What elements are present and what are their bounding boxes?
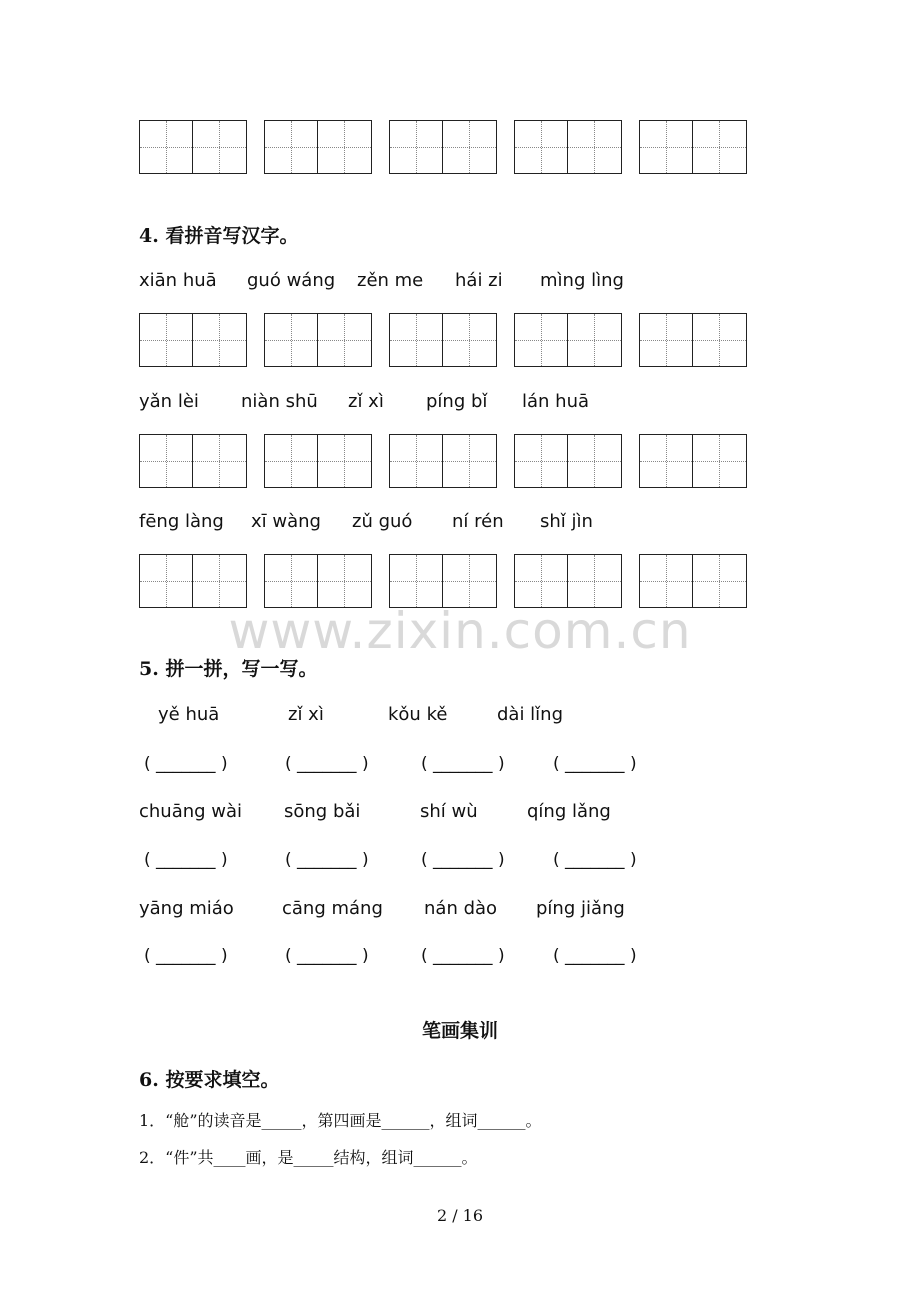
- answer-blank[interactable]: ( _______ ): [421, 850, 505, 870]
- pinyin-label: dài lǐng: [497, 704, 564, 725]
- question-4-title: 4. 看拼音写汉字。: [139, 225, 299, 247]
- pinyin-label: píng bǐ: [426, 391, 488, 412]
- pinyin-label: xī wàng: [251, 511, 321, 532]
- pinyin-label: yě huā: [158, 704, 220, 725]
- answer-blank[interactable]: ( _______ ): [553, 754, 637, 774]
- pinyin-label: kǒu kě: [388, 704, 448, 725]
- writing-box[interactable]: [514, 120, 622, 174]
- pinyin-label: niàn shū: [241, 391, 318, 412]
- pinyin-label: zǐ xì: [288, 704, 324, 725]
- answer-blank[interactable]: ( _______ ): [144, 850, 228, 870]
- pinyin-label: guó wáng: [247, 270, 336, 291]
- writing-box[interactable]: [514, 554, 622, 608]
- answer-blank[interactable]: ( _______ ): [285, 850, 369, 870]
- pinyin-label: qíng lǎng: [527, 801, 611, 822]
- pinyin-label: zǐ xì: [348, 391, 384, 412]
- pinyin-label: yāng miáo: [139, 898, 234, 919]
- pinyin-label: fēng làng: [139, 511, 224, 532]
- pinyin-label: lán huā: [522, 391, 590, 412]
- pinyin-label: cāng máng: [282, 898, 383, 919]
- answer-blank[interactable]: ( _______ ): [553, 850, 637, 870]
- writing-grid-row-0: [139, 120, 747, 174]
- writing-box[interactable]: [639, 554, 747, 608]
- writing-box[interactable]: [264, 120, 372, 174]
- question-6-item-1: 1．“舱”的读音是_____，第四画是______，组词______。: [139, 1111, 542, 1130]
- writing-box[interactable]: [639, 313, 747, 367]
- writing-box[interactable]: [264, 313, 372, 367]
- answer-blank[interactable]: ( _______ ): [285, 754, 369, 774]
- answer-blank[interactable]: ( _______ ): [144, 946, 228, 966]
- pinyin-label: zěn me: [357, 270, 424, 291]
- writing-box[interactable]: [139, 434, 247, 488]
- writing-box[interactable]: [139, 554, 247, 608]
- question-6-title: 6. 按要求填空。: [139, 1069, 280, 1091]
- pinyin-label: hái zi: [455, 270, 503, 291]
- pinyin-label: shǐ jìn: [540, 511, 593, 532]
- pinyin-label: ní rén: [452, 511, 504, 532]
- writing-box[interactable]: [639, 120, 747, 174]
- pinyin-label: nán dào: [424, 898, 498, 919]
- pinyin-label: yǎn lèi: [139, 391, 199, 412]
- writing-grid-row-1: [139, 313, 747, 367]
- pinyin-label: zǔ guó: [352, 511, 413, 532]
- writing-box[interactable]: [389, 434, 497, 488]
- writing-box[interactable]: [264, 434, 372, 488]
- question-6-item-2: 2．“件”共____画，是_____结构，组词______。: [139, 1148, 478, 1167]
- writing-box[interactable]: [264, 554, 372, 608]
- writing-box[interactable]: [389, 313, 497, 367]
- writing-box[interactable]: [639, 434, 747, 488]
- writing-box[interactable]: [514, 313, 622, 367]
- writing-box[interactable]: [139, 120, 247, 174]
- writing-box[interactable]: [389, 120, 497, 174]
- writing-box[interactable]: [389, 554, 497, 608]
- answer-blank[interactable]: ( _______ ): [421, 754, 505, 774]
- pinyin-label: chuāng wài: [139, 801, 243, 822]
- writing-grid-row-2: [139, 434, 747, 488]
- answer-blank[interactable]: ( _______ ): [144, 754, 228, 774]
- watermark: www.zixin.com.cn: [228, 602, 692, 660]
- pinyin-label: mìng lìng: [540, 270, 624, 291]
- page-number: 2 / 16: [436, 1206, 484, 1225]
- answer-blank[interactable]: ( _______ ): [421, 946, 505, 966]
- pinyin-label: sōng bǎi: [284, 801, 361, 822]
- writing-box[interactable]: [139, 313, 247, 367]
- pinyin-label: shí wù: [420, 801, 478, 822]
- answer-blank[interactable]: ( _______ ): [553, 946, 637, 966]
- writing-box[interactable]: [514, 434, 622, 488]
- writing-grid-row-3: [139, 554, 747, 608]
- pinyin-label: píng jiǎng: [536, 898, 625, 919]
- section-title: 笔画集训: [421, 1020, 498, 1042]
- pinyin-label: xiān huā: [139, 270, 217, 291]
- answer-blank[interactable]: ( _______ ): [285, 946, 369, 966]
- question-5-title: 5. 拼一拼，写一写。: [139, 658, 318, 680]
